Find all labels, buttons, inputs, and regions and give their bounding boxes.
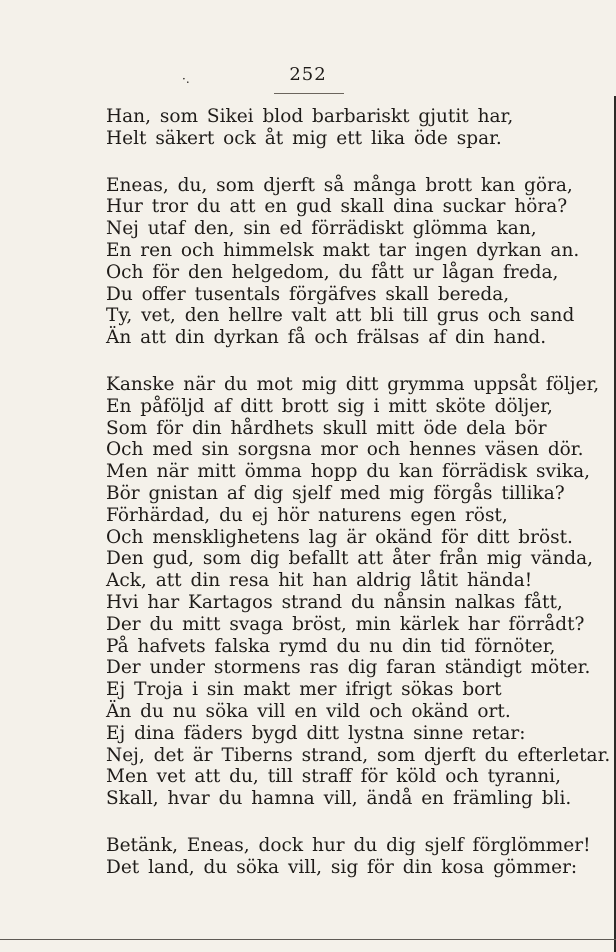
verse-line: Men när mitt ömma hopp du kan förrädisk svika, [106, 461, 591, 483]
verse-line: Nej utaf den, sin ed förrädiskt glömma kan, [106, 218, 537, 240]
verse-line: Hvi har Kartagos strand du nånsin nalkas fått, [106, 591, 563, 613]
verse-line: Och för den helgedom, du fått ur lågan freda, [106, 261, 559, 283]
verse-line: Det land, du söka vill, sig för din kosa gömmer: [106, 856, 578, 878]
page-edge-bottom [0, 939, 616, 940]
verse-line: Men vet att du, till straff för köld och tyranni, [106, 766, 561, 788]
verse-line: Eneas, du, som djerft så många brott kan göra, [106, 174, 573, 196]
stanza [106, 373, 611, 810]
page-number: 252 [289, 64, 327, 85]
poem-text [106, 106, 611, 904]
verse-line: Der under stormens ras dig faran ständigt möter. [106, 657, 591, 679]
verse-line: Och med sin sorgsna mor och hennes väsen dör. [106, 439, 584, 461]
verse-line: Betänk, Eneas, dock hur du dig sjelf förglömmer! [106, 834, 591, 856]
verse-line: Han, som Sikei blod barbariskt gjutit har, [106, 106, 514, 127]
verse-line: På hafvets falska rymd du nu din tid förnöter, [106, 635, 556, 657]
verse-line: Än du nu söka vill en vild och okänd ort. [106, 700, 511, 722]
page-number-rule [274, 93, 344, 94]
verse-line: Bör gnistan af dig sjelf med mig förgås tillika? [106, 482, 565, 504]
verse-line: Helt säkert ock åt mig ett lika öde spar. [106, 127, 502, 149]
verse-line: Förhärdad, du ej hör naturens egen röst, [106, 504, 508, 526]
verse-line: Och mensklighetens lag är okänd för ditt bröst. [106, 526, 573, 548]
verse-line: Nej, det är Tiberns strand, som djerft du efterletar. [106, 744, 611, 766]
stanza [106, 835, 596, 879]
stanza [106, 106, 596, 150]
verse-line: Den gud, som dig befallt att åter från mig vända, [106, 548, 594, 570]
verse-line: En ren och himmelsk makt tar ingen dyrkan an. [106, 239, 580, 261]
verse-line: Der du mitt svaga bröst, min kärlek har förrådt? [106, 613, 585, 635]
verse-line: En påföljd af ditt brott sig i mitt sköte döljer, [106, 395, 553, 417]
stanza [106, 175, 596, 349]
verse-line: Som för din hårdhets skull mitt öde dela bör [106, 417, 547, 439]
stray-ink-mark: ·. [182, 72, 190, 86]
verse-line: Skall, hvar du hamna vill, ändå en främling bli. [106, 788, 572, 810]
verse-line: Hur tror du att en gud skall dina suckar höra? [106, 196, 568, 218]
verse-line: Än att din dyrkan få och frälsas af din hand. [106, 327, 547, 349]
verse-line: Ty, vet, den hellre valt att bli till grus och sand [106, 305, 575, 327]
verse-line: Du offer tusentals förgäfves skall bereda, [106, 283, 510, 305]
verse-line: Ej dina fäders bygd ditt lystna sinne retar: [106, 722, 526, 744]
verse-line: Ack, att din resa hit han aldrig låtit hända! [106, 570, 533, 592]
verse-line: Ej Troja i sin makt mer ifrigt sökas bort [106, 679, 502, 701]
verse-line: Kanske när du mot mig ditt grymma uppsåt följer, [106, 373, 600, 395]
